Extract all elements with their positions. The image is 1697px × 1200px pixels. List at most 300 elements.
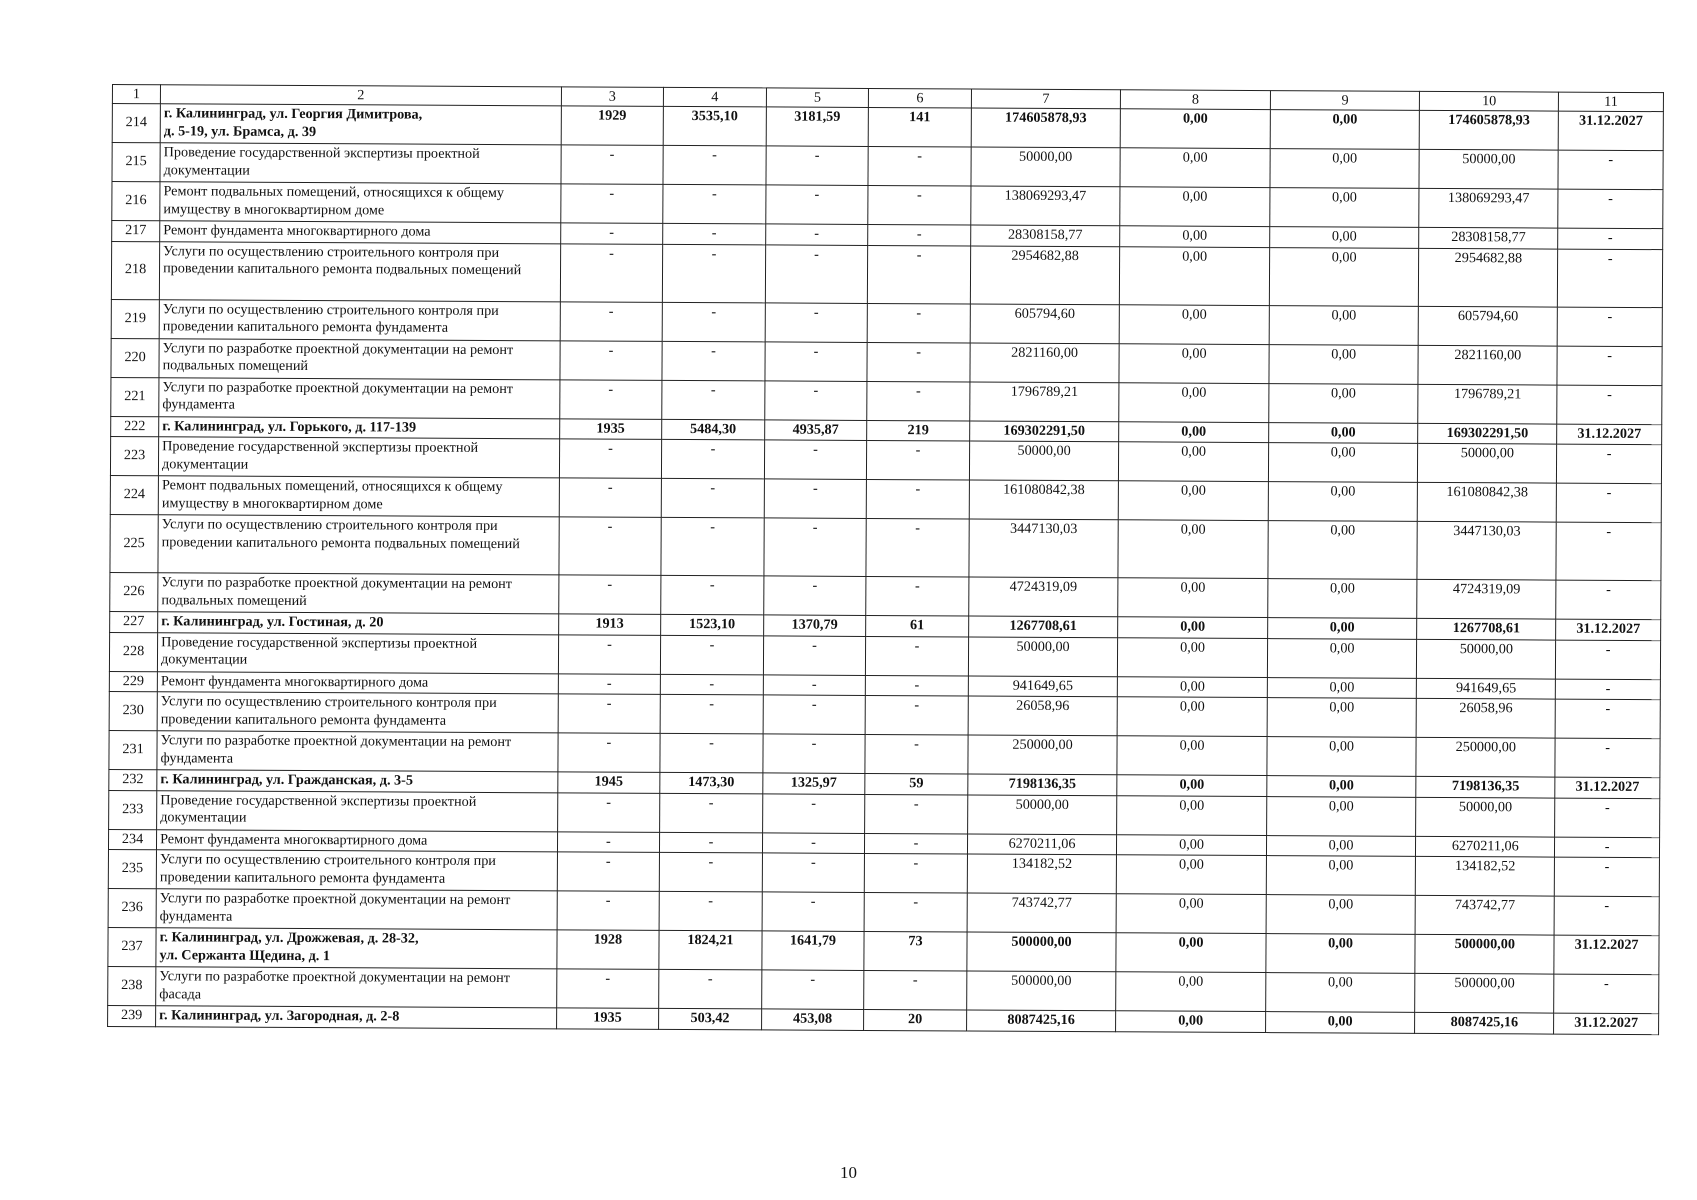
cell-col-6: - (867, 381, 970, 421)
cell-col-3: 1929 (561, 106, 664, 146)
cell-col-4: - (660, 674, 763, 695)
cell-col-4: 1523,10 (661, 614, 764, 635)
cell-col-11: - (1555, 738, 1660, 778)
cell-col-3: - (560, 340, 663, 380)
cell-col-6: - (867, 440, 970, 480)
cell-col-4: - (662, 439, 765, 479)
cell-col-11: - (1556, 483, 1661, 523)
cell-col-8: 0,00 (1119, 442, 1269, 482)
cell-col-7: 4724319,09 (968, 577, 1118, 617)
cell-col-9: 0,00 (1270, 149, 1420, 189)
row-name: Ремонт фундамента многоквартирного дома (157, 671, 558, 694)
col-header: 3 (561, 87, 664, 107)
row-name: Услуги по осуществлению строительного контроля при проведении капитального ремонта подвальных помещений (159, 241, 560, 301)
row-name: Проведение государственной экспертизы проектной документации (157, 790, 558, 831)
cell-col-8: 0,00 (1120, 187, 1270, 227)
works-table (107, 84, 1664, 1035)
row-name: Услуги по разработке проектной документации на ремонт фасада (156, 967, 557, 1008)
cell-col-8: 0,00 (1116, 972, 1266, 1012)
cell-col-11: - (1558, 189, 1663, 229)
cell-col-6: 219 (867, 420, 970, 441)
cell-col-8: 0,00 (1117, 736, 1267, 776)
cell-col-9: 0,00 (1268, 422, 1418, 443)
cell-col-5: - (762, 892, 865, 932)
cell-col-8: 0,00 (1119, 481, 1269, 521)
cell-col-9: 0,00 (1266, 835, 1416, 856)
cell-col-5: - (765, 224, 868, 245)
cell-col-9: 0,00 (1266, 934, 1416, 974)
row-number: 228 (109, 632, 157, 671)
cell-col-9: 0,00 (1266, 796, 1416, 836)
table-body (108, 85, 1664, 1035)
cell-col-6: - (868, 146, 971, 186)
cell-col-11: - (1556, 640, 1661, 680)
cell-col-8: 0,00 (1118, 578, 1268, 618)
cell-col-3: - (560, 243, 663, 302)
cell-col-11: - (1555, 699, 1660, 739)
table-row (111, 241, 1662, 307)
cell-col-7: 1267708,61 (968, 616, 1118, 637)
cell-col-7: 500000,00 (967, 932, 1117, 972)
row-name: Проведение государственной экспертизы проектной документации (157, 632, 558, 673)
cell-col-9: 0,00 (1268, 579, 1418, 619)
cell-col-8: 0,00 (1119, 382, 1269, 422)
col-header: 9 (1270, 91, 1420, 111)
cell-col-6: 20 (864, 1009, 967, 1030)
cell-col-10: 1796789,21 (1418, 384, 1557, 424)
cell-col-11: 31.12.2027 (1554, 935, 1659, 975)
cell-col-10: 26058,96 (1416, 698, 1555, 738)
cell-col-10: 7198136,35 (1416, 776, 1555, 797)
cell-col-4: - (659, 969, 762, 1009)
cell-col-10: 2821160,00 (1418, 345, 1557, 385)
cell-col-3: - (558, 673, 661, 694)
cell-col-11: - (1557, 346, 1662, 386)
row-number: 223 (110, 436, 158, 475)
cell-col-8: 0,00 (1116, 933, 1266, 973)
row-number: 234 (108, 829, 156, 850)
cell-col-4: 1824,21 (659, 930, 762, 970)
cell-col-10: 8087425,16 (1415, 1012, 1554, 1033)
cell-col-11: - (1558, 150, 1663, 190)
cell-col-5: - (765, 185, 868, 225)
cell-col-8: 0,00 (1116, 894, 1266, 934)
cell-col-4: - (660, 832, 763, 853)
row-name: Ремонт фундамента многоквартирного дома (160, 221, 561, 244)
cell-col-10: 605794,60 (1418, 306, 1557, 346)
cell-col-3: - (561, 145, 664, 185)
cell-col-8: 0,00 (1120, 246, 1270, 305)
row-name: Услуги по разработке проектной документации на ремонт подвальных помещений (158, 573, 559, 614)
cell-col-10: 2954682,88 (1419, 248, 1558, 307)
cell-col-11: - (1558, 249, 1663, 308)
row-number: 226 (110, 572, 158, 611)
cell-col-11: - (1555, 837, 1660, 858)
cell-col-5: - (764, 440, 867, 480)
cell-col-8: 0,00 (1120, 226, 1270, 247)
col-header: 6 (869, 88, 972, 108)
cell-col-10: 169302291,50 (1418, 423, 1557, 444)
cell-col-3: - (557, 831, 660, 852)
cell-col-9: 0,00 (1265, 973, 1415, 1013)
cell-col-8: 0,00 (1117, 795, 1267, 835)
col-header: 4 (664, 87, 767, 107)
cell-col-10: 50000,00 (1419, 149, 1558, 189)
cell-col-11: 31.12.2027 (1557, 424, 1662, 445)
row-number: 215 (112, 143, 160, 182)
cell-col-3: - (558, 575, 661, 615)
cell-col-3: 1935 (559, 418, 662, 439)
cell-col-8: 0,00 (1120, 109, 1270, 149)
cell-col-4: - (661, 478, 764, 518)
cell-col-7: 138069293,47 (971, 186, 1121, 226)
cell-col-5: 453,08 (761, 1009, 864, 1030)
page-number: 10 (840, 1163, 857, 1182)
cell-col-11: - (1557, 307, 1662, 347)
cell-col-9: 0,00 (1265, 1012, 1415, 1033)
cell-col-4: - (659, 852, 762, 892)
cell-col-5: - (763, 576, 866, 616)
row-name: г. Калининград, ул. Загородная, д. 2-8 (156, 1006, 557, 1029)
cell-col-7: 2954682,88 (970, 245, 1120, 304)
row-name: Услуги по разработке проектной документации на ремонт фундамента (156, 889, 557, 930)
cell-col-4: - (661, 575, 764, 615)
cell-col-7: 1796789,21 (969, 381, 1119, 421)
cell-col-9: 0,00 (1269, 344, 1419, 384)
cell-col-9: 0,00 (1266, 856, 1416, 896)
row-number: 230 (109, 691, 157, 730)
cell-col-10: 6270211,06 (1416, 836, 1555, 857)
cell-col-3: 1928 (556, 930, 659, 970)
cell-col-6: 141 (868, 107, 971, 147)
row-number: 224 (110, 475, 158, 514)
cell-col-3: - (557, 891, 660, 931)
cell-col-6: 59 (865, 773, 968, 794)
cell-col-7: 174605878,93 (971, 108, 1121, 148)
cell-col-8: 0,00 (1117, 834, 1267, 855)
row-name: Услуги по разработке проектной документации на ремонт подвальных помещений (159, 338, 560, 379)
cell-col-4: - (659, 891, 762, 931)
row-number: 237 (108, 927, 156, 966)
cell-col-5: 1641,79 (762, 931, 865, 971)
cell-col-11: - (1554, 974, 1659, 1014)
cell-col-9: 0,00 (1267, 776, 1417, 797)
cell-col-4: - (661, 517, 764, 576)
cell-col-11: - (1556, 522, 1661, 581)
cell-col-8: 0,00 (1118, 676, 1268, 697)
row-number: 222 (111, 416, 159, 437)
cell-col-5: - (764, 380, 867, 420)
cell-col-7: 743742,77 (967, 893, 1117, 933)
cell-col-10: 250000,00 (1416, 737, 1555, 777)
cell-col-6: - (868, 245, 971, 304)
cell-col-9: 0,00 (1267, 737, 1417, 777)
row-name: г. Калининград, ул. Гостиная, д. 20 (158, 612, 559, 635)
cell-col-7: 6270211,06 (967, 833, 1117, 854)
cell-col-7: 50000,00 (969, 441, 1119, 481)
cell-col-5: - (763, 734, 866, 774)
row-name: Ремонт фундамента многоквартирного дома (157, 829, 558, 852)
cell-col-4: - (663, 244, 766, 303)
cell-col-3: 1945 (557, 772, 660, 793)
cell-col-3: - (556, 969, 659, 1009)
cell-col-11: - (1554, 896, 1659, 936)
cell-col-7: 169302291,50 (969, 420, 1119, 441)
cell-col-6: - (865, 695, 968, 735)
cell-col-5: - (761, 970, 864, 1010)
row-number: 219 (111, 299, 159, 338)
col-header: 5 (766, 88, 869, 108)
cell-col-8: 0,00 (1119, 304, 1269, 344)
row-name: г. Калининград, ул. Георгия Димитрова, д. 5-19, ул. Брамса, д. 39 (160, 104, 561, 145)
col-header: 7 (971, 89, 1121, 109)
row-name: Услуги по осуществлению строительного контроля при проведении капитального ремонта фундамента (156, 850, 557, 891)
cell-col-6: - (864, 853, 967, 893)
row-number: 236 (108, 888, 156, 927)
cell-col-11: - (1555, 798, 1660, 838)
cell-col-7: 50000,00 (971, 147, 1121, 187)
cell-col-6: - (867, 303, 970, 343)
row-name: Ремонт подвальных помещений, относящихся к общему имуществу в многоквартирном доме (158, 476, 559, 517)
cell-col-6: - (865, 794, 968, 834)
cell-col-4: - (662, 380, 765, 420)
cell-col-9: 0,00 (1269, 227, 1419, 248)
cell-col-5: - (763, 695, 866, 735)
cell-col-5: 1325,97 (762, 773, 865, 794)
cell-col-7: 7198136,35 (968, 774, 1118, 795)
cell-col-3: - (560, 301, 663, 341)
cell-col-4: - (662, 341, 765, 381)
row-name: Услуги по осуществлению строительного контроля при проведении капитального ремонта фундамента (157, 692, 558, 733)
cell-col-5: - (762, 853, 865, 893)
cell-col-6: - (865, 833, 968, 854)
cell-col-10: 50000,00 (1418, 443, 1557, 483)
cell-col-6: - (866, 518, 969, 577)
cell-col-3: 1935 (556, 1008, 659, 1029)
cell-col-10: 500000,00 (1415, 973, 1554, 1013)
row-name: Ремонт подвальных помещений, относящихся к общему имуществу в многоквартирном доме (160, 182, 561, 223)
cell-col-3: - (558, 634, 661, 674)
cell-col-10: 4724319,09 (1417, 579, 1556, 619)
cell-col-6: - (866, 636, 969, 676)
cell-col-8: 0,00 (1119, 421, 1269, 442)
cell-col-10: 50000,00 (1416, 797, 1555, 837)
cell-col-11: 31.12.2027 (1554, 1013, 1659, 1034)
row-name: г. Калининград, ул. Горького, д. 117-139 (159, 416, 560, 439)
cell-col-8: 0,00 (1117, 855, 1267, 895)
cell-col-9: 0,00 (1267, 618, 1417, 639)
cell-col-6: - (865, 734, 968, 774)
cell-col-9: 0,00 (1269, 247, 1419, 306)
cell-col-3: - (558, 733, 661, 773)
cell-col-3: - (557, 792, 660, 832)
cell-col-4: 503,42 (659, 1008, 762, 1029)
cell-col-9: 0,00 (1269, 383, 1419, 423)
cell-col-10: 743742,77 (1415, 895, 1554, 935)
cell-col-6: - (867, 342, 970, 382)
cell-col-7: 134182,52 (967, 854, 1117, 894)
cell-col-8: 0,00 (1118, 617, 1268, 638)
cell-col-4: - (660, 733, 763, 773)
cell-col-4: - (660, 694, 763, 734)
cell-col-4: 1473,30 (660, 772, 763, 793)
row-name: Услуги по осуществлению строительного контроля при проведении капитального ремонта фундамента (159, 299, 560, 340)
cell-col-9: 0,00 (1268, 521, 1418, 580)
row-number: 239 (108, 1005, 156, 1026)
cell-col-10: 3447130,03 (1417, 521, 1556, 580)
cell-col-11: - (1554, 857, 1659, 897)
cell-col-5: - (766, 146, 869, 186)
cell-col-10: 138069293,47 (1419, 188, 1558, 228)
cell-col-8: 0,00 (1117, 697, 1267, 737)
table-row (110, 514, 1661, 580)
row-number: 216 (112, 182, 160, 221)
cell-col-9: 0,00 (1269, 305, 1419, 345)
row-name: Проведение государственной экспертизы проектной документации (159, 437, 560, 478)
cell-col-9: 0,00 (1267, 677, 1417, 698)
cell-col-3: - (558, 694, 661, 734)
cell-col-5: 1370,79 (763, 615, 866, 636)
cell-col-9: 0,00 (1267, 698, 1417, 738)
cell-col-4: - (663, 184, 766, 224)
cell-col-9: 0,00 (1266, 895, 1416, 935)
col-header: 10 (1420, 91, 1559, 111)
cell-col-4: - (661, 635, 764, 675)
cell-col-10: 161080842,38 (1418, 482, 1557, 522)
cell-col-7: 8087425,16 (966, 1010, 1116, 1031)
cell-col-6: - (866, 576, 969, 616)
row-number: 231 (109, 730, 157, 769)
cell-col-6: - (868, 224, 971, 245)
cell-col-7: 50000,00 (968, 636, 1118, 676)
cell-col-10: 28308158,77 (1419, 227, 1558, 248)
cell-col-5: - (762, 793, 865, 833)
cell-col-8: 0,00 (1119, 343, 1269, 383)
cell-col-3: - (559, 379, 662, 419)
cell-col-7: 2821160,00 (970, 342, 1120, 382)
cell-col-4: - (663, 223, 766, 244)
cell-col-3: - (560, 184, 663, 224)
cell-col-9: 0,00 (1268, 443, 1418, 483)
cell-col-11: - (1557, 385, 1662, 425)
cell-col-5: - (763, 674, 866, 695)
cell-col-5: 4935,87 (764, 419, 867, 440)
cell-col-4: 5484,30 (662, 419, 765, 440)
cell-col-10: 941649,65 (1417, 678, 1556, 699)
cell-col-6: - (864, 892, 967, 932)
cell-col-4: - (663, 145, 766, 185)
cell-col-6: 61 (866, 615, 969, 636)
cell-col-9: 0,00 (1270, 188, 1420, 228)
cell-col-4: - (660, 793, 763, 833)
cell-col-11: - (1558, 228, 1663, 249)
row-number: 227 (110, 611, 158, 632)
col-header: 11 (1559, 92, 1664, 112)
cell-col-5: - (765, 341, 868, 381)
cell-col-3: - (560, 223, 663, 244)
row-number: 214 (112, 104, 160, 143)
cell-col-5: - (762, 832, 865, 853)
cell-col-8: 0,00 (1118, 637, 1268, 677)
cell-col-11: 31.12.2027 (1556, 619, 1661, 640)
cell-col-6: 73 (864, 931, 967, 971)
cell-col-8: 0,00 (1116, 1011, 1266, 1032)
row-number: 233 (109, 790, 157, 829)
cell-col-3: - (559, 439, 662, 479)
cell-col-10: 134182,52 (1416, 856, 1555, 896)
cell-col-11: - (1557, 444, 1662, 484)
cell-col-5: 3181,59 (766, 107, 869, 147)
cell-col-8: 0,00 (1118, 520, 1268, 579)
cell-col-7: 500000,00 (966, 971, 1116, 1011)
cell-col-5: - (764, 518, 867, 577)
cell-col-3: - (559, 517, 662, 576)
cell-col-11: 31.12.2027 (1555, 777, 1660, 798)
cell-col-7: 50000,00 (967, 794, 1117, 834)
cell-col-7: 605794,60 (970, 303, 1120, 343)
cell-col-10: 174605878,93 (1420, 110, 1559, 150)
cell-col-7: 26058,96 (968, 696, 1118, 736)
cell-col-6: - (868, 185, 971, 225)
cell-col-4: - (662, 302, 765, 342)
row-number: 232 (109, 769, 157, 790)
row-name: Услуги по разработке проектной документации на ремонт фундамента (159, 377, 560, 418)
col-header: 1 (112, 85, 160, 104)
cell-col-11: - (1556, 679, 1661, 700)
cell-col-8: 0,00 (1117, 775, 1267, 796)
cell-col-9: 0,00 (1270, 110, 1420, 150)
cell-col-7: 941649,65 (968, 675, 1118, 696)
cell-col-7: 161080842,38 (969, 480, 1119, 520)
row-name: г. Калининград, ул. Дрожжевая, д. 28-32, ул. Сержанта Щедина, д. 1 (156, 928, 557, 969)
cell-col-3: 1913 (558, 614, 661, 635)
cell-col-3: - (557, 852, 660, 892)
row-number: 225 (110, 514, 158, 572)
row-number: 238 (108, 966, 156, 1005)
cell-col-5: - (764, 479, 867, 519)
row-name: Проведение государственной экспертизы проектной документации (160, 143, 561, 184)
row-name: Услуги по разработке проектной документации на ремонт фундамента (157, 731, 558, 772)
cell-col-7: 3447130,03 (969, 519, 1119, 578)
row-name: Услуги по осуществлению строительного контроля при проведении капитального ремонта подвальных помещений (158, 515, 559, 575)
cell-col-5: - (765, 302, 868, 342)
cell-col-7: 250000,00 (968, 735, 1118, 775)
document-sheet (107, 84, 1664, 1139)
cell-col-10: 50000,00 (1417, 639, 1556, 679)
col-header: 2 (160, 85, 561, 106)
cell-col-3: - (559, 478, 662, 518)
row-number: 235 (108, 849, 156, 888)
row-name: г. Калининград, ул. Гражданская, д. 3-5 (157, 770, 558, 793)
cell-col-6: - (866, 479, 969, 519)
cell-col-11: 31.12.2027 (1558, 111, 1663, 151)
col-header: 8 (1121, 90, 1271, 110)
row-number: 218 (111, 241, 159, 299)
cell-col-5: - (763, 635, 866, 675)
cell-col-9: 0,00 (1267, 638, 1417, 678)
cell-col-6: - (864, 970, 967, 1010)
cell-col-4: 3535,10 (663, 106, 766, 146)
cell-col-8: 0,00 (1120, 148, 1270, 188)
cell-col-10: 1267708,61 (1417, 618, 1556, 639)
cell-col-5: - (765, 244, 868, 303)
row-number: 217 (112, 221, 160, 242)
cell-col-6: - (866, 675, 969, 696)
row-number: 220 (111, 338, 159, 377)
cell-col-7: 28308158,77 (970, 225, 1120, 246)
row-number: 229 (109, 671, 157, 692)
cell-col-11: - (1556, 580, 1661, 620)
